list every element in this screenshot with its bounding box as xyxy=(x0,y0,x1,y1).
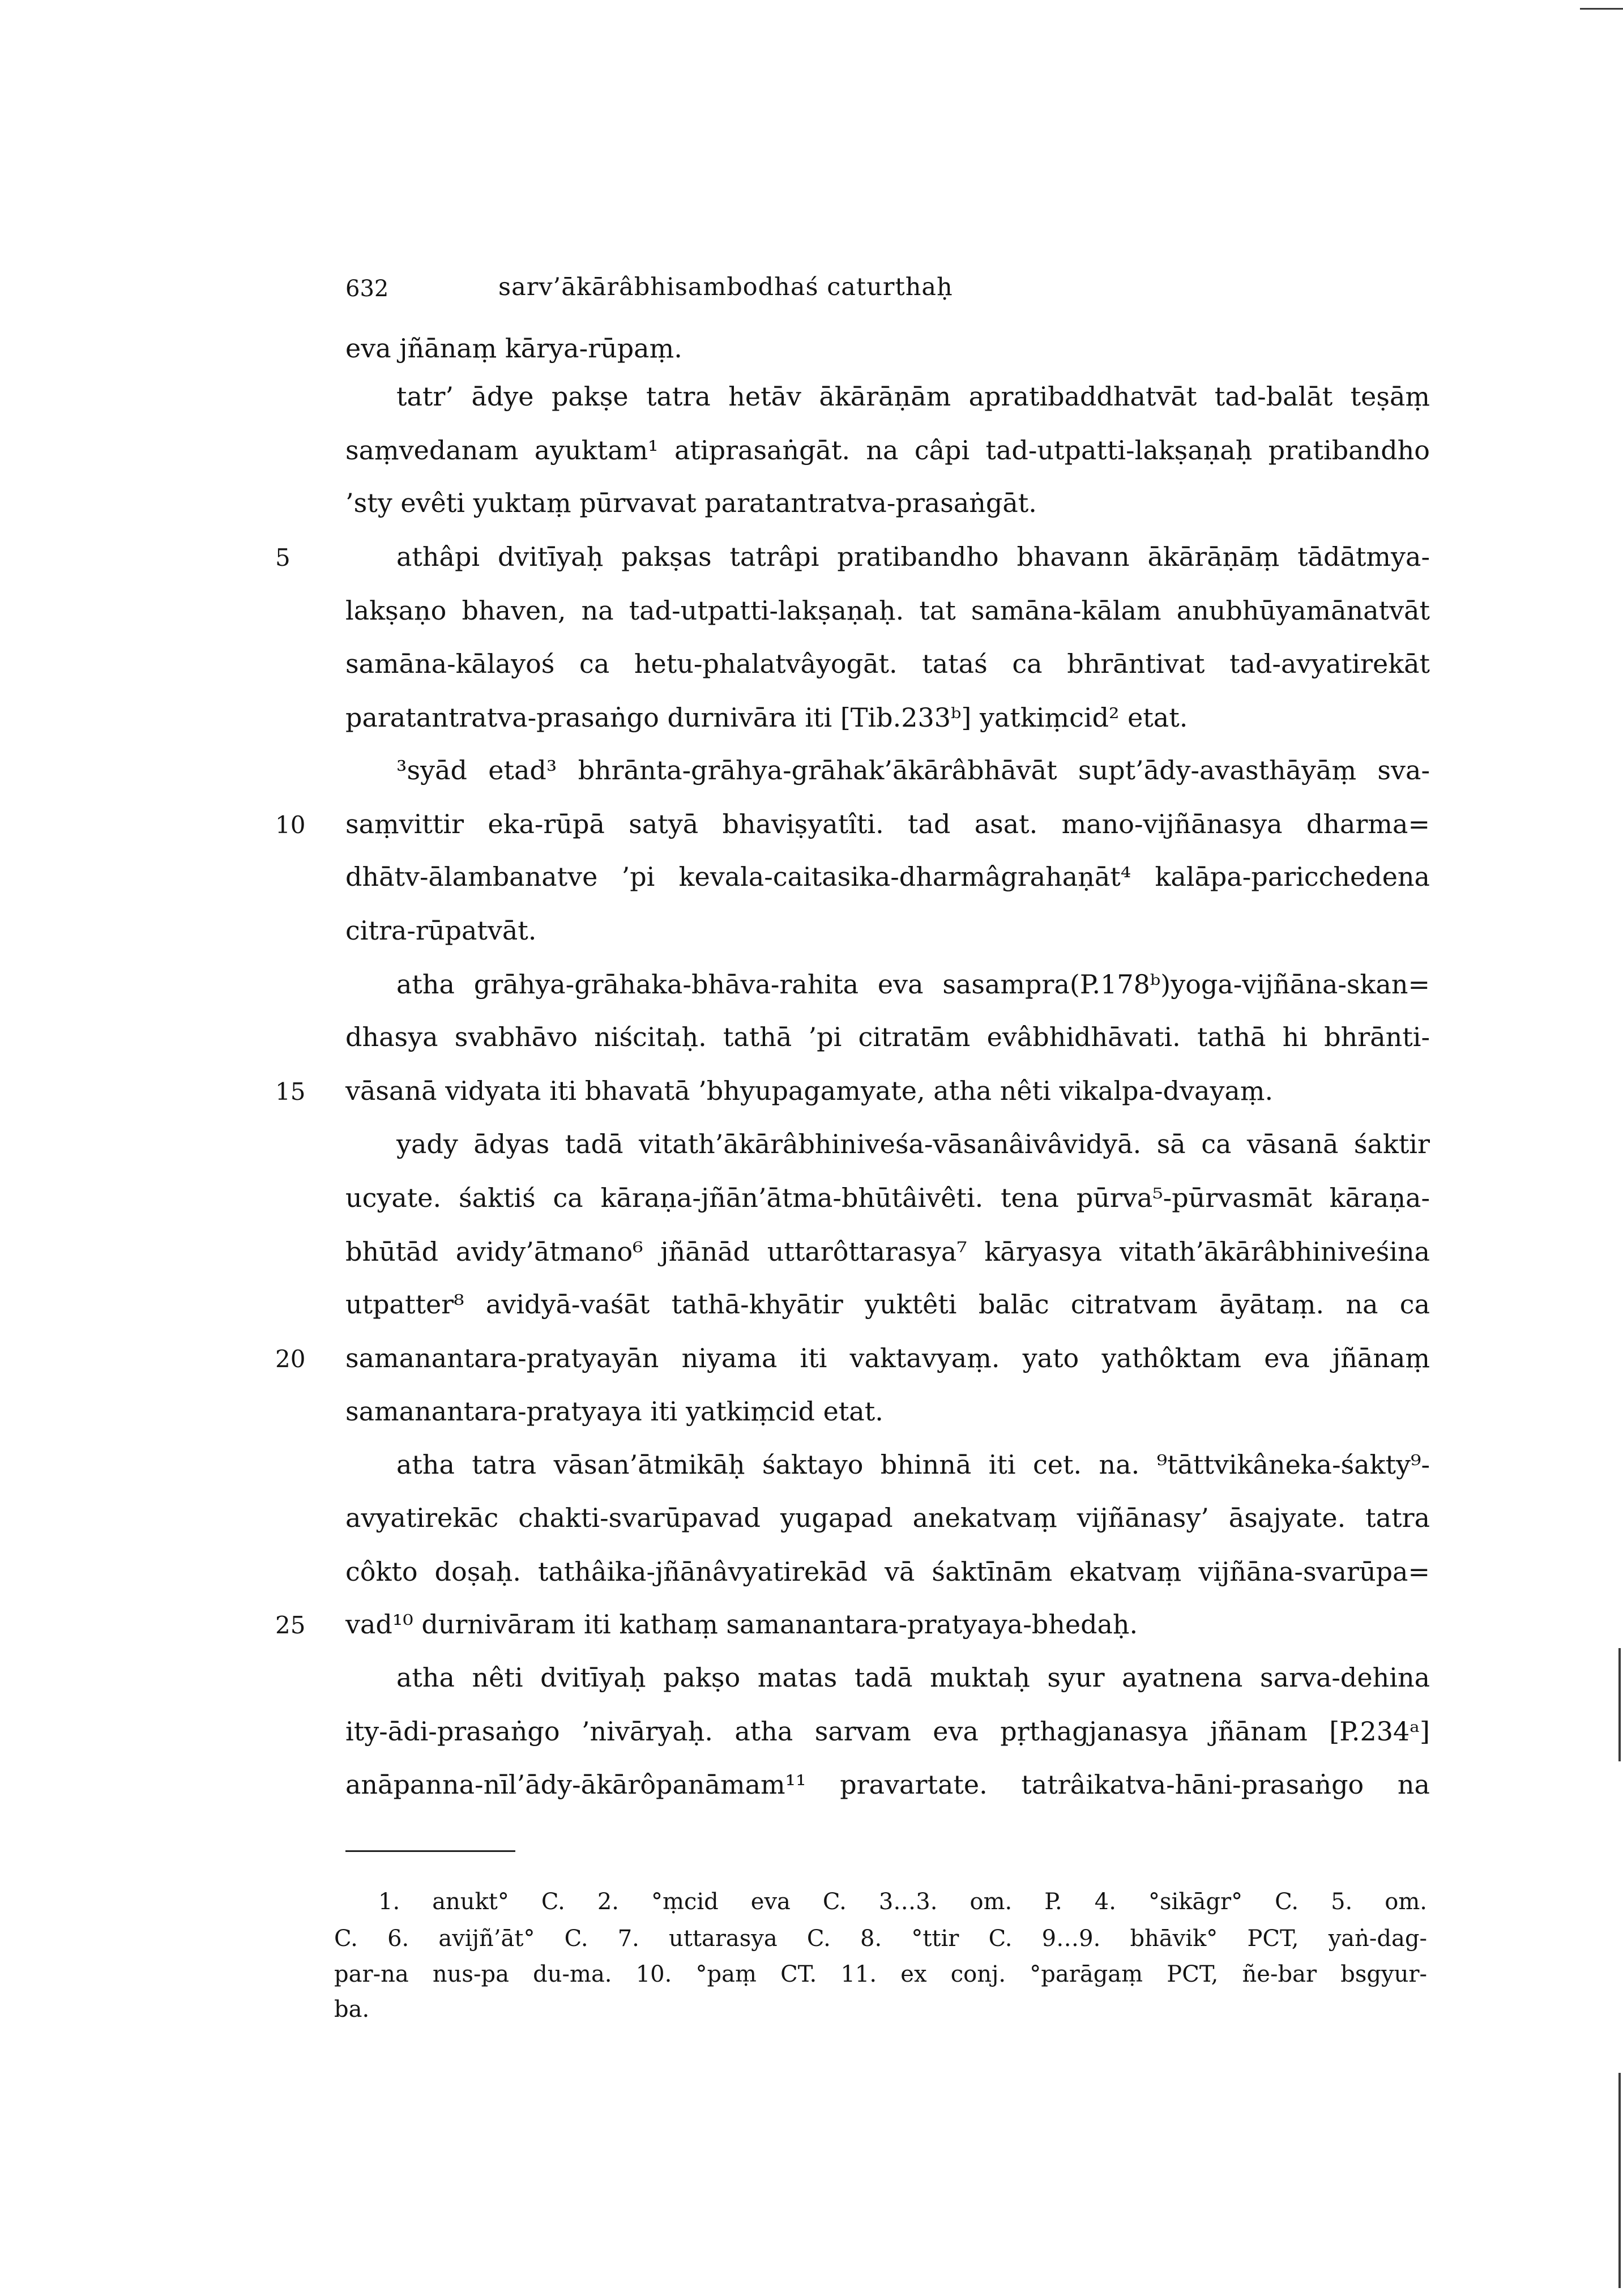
line-number: 20 xyxy=(275,1345,306,1373)
text-line: ³syād etad³ bhrānta-grāhya-grāhak’ākārâbhāvāt supt’ādy-avasthāyāṃ sva- xyxy=(396,755,1430,786)
scan-edge-mark xyxy=(1580,8,1623,10)
text-line: dhātv-ālambanatve ’pi kevala-caitasika-dharmâgrahaṇāt⁴ kalāpa-paricchedena xyxy=(345,861,1430,892)
text-line: citra-rūpatvāt. xyxy=(345,915,537,946)
text-line: tatr’ ādye pakṣe tatra hetāv ākārāṇām apratibaddhatvāt tad-balāt teṣāṃ xyxy=(396,381,1430,412)
line-number: 25 xyxy=(275,1611,306,1639)
text-line: lakṣaṇo bhaven, na tad-utpatti-lakṣaṇaḥ. tat samāna-kālam anubhūyamānatvāt xyxy=(345,595,1430,626)
text-line: athâpi dvitīyaḥ pakṣas tatrâpi pratibandho bhavann ākārāṇāṃ tādātmya- xyxy=(396,541,1430,572)
line-number: 5 xyxy=(275,544,291,571)
line-number: 15 xyxy=(275,1078,306,1106)
text-line: saṃvedanam ayuktam¹ atiprasaṅgāt. na câpi tad-utpatti-lakṣaṇaḥ pratibandho xyxy=(345,435,1430,466)
text-line: côkto doṣaḥ. tathâika-jñānâvyatirekād vā śaktīnām ekatvaṃ vijñāna-svarūpa= xyxy=(345,1556,1430,1587)
footnote-line: C. 6. avijñ’āt° C. 7. uttarasya C. 8. °ttir C. 9…9. bhāvik° PCT, yaṅ-dag- xyxy=(334,1926,1427,1952)
footnote-line: ba. xyxy=(334,1996,370,2022)
footnote-line: 1. anukt° C. 2. °ṃcid eva C. 3…3. om. P. 4. °sikāgr° C. 5. om. xyxy=(378,1889,1427,1915)
text-line: atha tatra vāsan’ātmikāḥ śaktayo bhinnā iti cet. na. ⁹tāttvikâneka-śakty⁹- xyxy=(396,1449,1430,1480)
text-line: dhasya svabhāvo niścitaḥ. tathā ’pi citratām evâbhidhāvati. tathā hi bhrānti- xyxy=(345,1022,1430,1052)
text-line: samanantara-pratyayān niyama iti vaktavyaṃ. yato yathôktam eva jñānaṃ xyxy=(345,1343,1430,1373)
line-number: 10 xyxy=(275,811,306,839)
text-line: yady ādyas tadā vitath’ākārâbhiniveśa-vāsanâivâvidyā. sā ca vāsanā śaktir xyxy=(396,1129,1430,1159)
text-line: ’sty evêti yuktaṃ pūrvavat paratantratva-prasaṅgāt. xyxy=(345,488,1037,518)
text-line: eva jñānaṃ kārya-rūpaṃ. xyxy=(345,333,682,364)
scan-edge-mark xyxy=(1618,1648,1621,1761)
text-line: vāsanā vidyata iti bhavatā ’bhyupagamyate, atha nêti vikalpa-dvayaṃ. xyxy=(345,1076,1274,1106)
text-line: atha nêti dvitīyaḥ pakṣo matas tadā muktaḥ syur ayatnena sarva-dehina xyxy=(396,1662,1430,1693)
text-line: utpatter⁸ avidyā-vaśāt tathā-khyātir yuktêti balāc citratvam āyātaṃ. na ca xyxy=(345,1289,1430,1320)
text-line: ucyate. śaktiś ca kāraṇa-jñān’ātma-bhūtâivêti. tena pūrva⁵-pūrvasmāt kāraṇa- xyxy=(345,1183,1430,1213)
scan-edge-mark xyxy=(1618,2073,1621,2288)
page-number: 632 xyxy=(345,276,389,302)
text-line: avyatirekāc chakti-svarūpavad yugapad anekatvaṃ vijñānasy’ āsajyate. tatra xyxy=(345,1503,1430,1533)
text-line: samanantara-pratyaya iti yatkiṃcid etat. xyxy=(345,1396,883,1427)
footnote-rule xyxy=(345,1850,515,1852)
footnote-line: par-na nus-pa du-ma. 10. °paṃ CT. 11. ex conj. °parāgaṃ PCT, ñe-bar bsgyur- xyxy=(334,1961,1427,1987)
text-line: paratantratva-prasaṅgo durnivāra iti [Tib.233ᵇ] yatkiṃcid² etat. xyxy=(345,702,1188,733)
text-line: ity-ādi-prasaṅgo ’nivāryaḥ. atha sarvam eva pṛthagjanasya jñānam [P.234ᵃ] xyxy=(345,1716,1430,1747)
text-line: anāpanna-nīl’ādy-ākārôpanāmam¹¹ pravartate. tatrâikatva-hāni-prasaṅgo na xyxy=(345,1769,1430,1800)
text-line: bhūtād avidy’ātmano⁶ jñānād uttarôttarasya⁷ kāryasya vitath’ākārâbhiniveśina xyxy=(345,1236,1430,1267)
text-line: saṃvittir eka-rūpā satyā bhaviṣyatîti. tad asat. mano-vijñānasya dharma= xyxy=(345,809,1430,839)
text-line: samāna-kālayoś ca hetu-phalatvâyogāt. tataś ca bhrāntivat tad-avyatirekāt xyxy=(345,648,1430,679)
text-line: vad¹⁰ durnivāram iti kathaṃ samanantara-pratyaya-bhedaḥ. xyxy=(345,1609,1138,1640)
running-title: sarv’ākārâbhisambodhaś caturthaḥ xyxy=(498,273,953,301)
text-line: atha grāhya-grāhaka-bhāva-rahita eva sasampra(P.178ᵇ)yoga-vijñāna-skan= xyxy=(396,969,1430,1000)
